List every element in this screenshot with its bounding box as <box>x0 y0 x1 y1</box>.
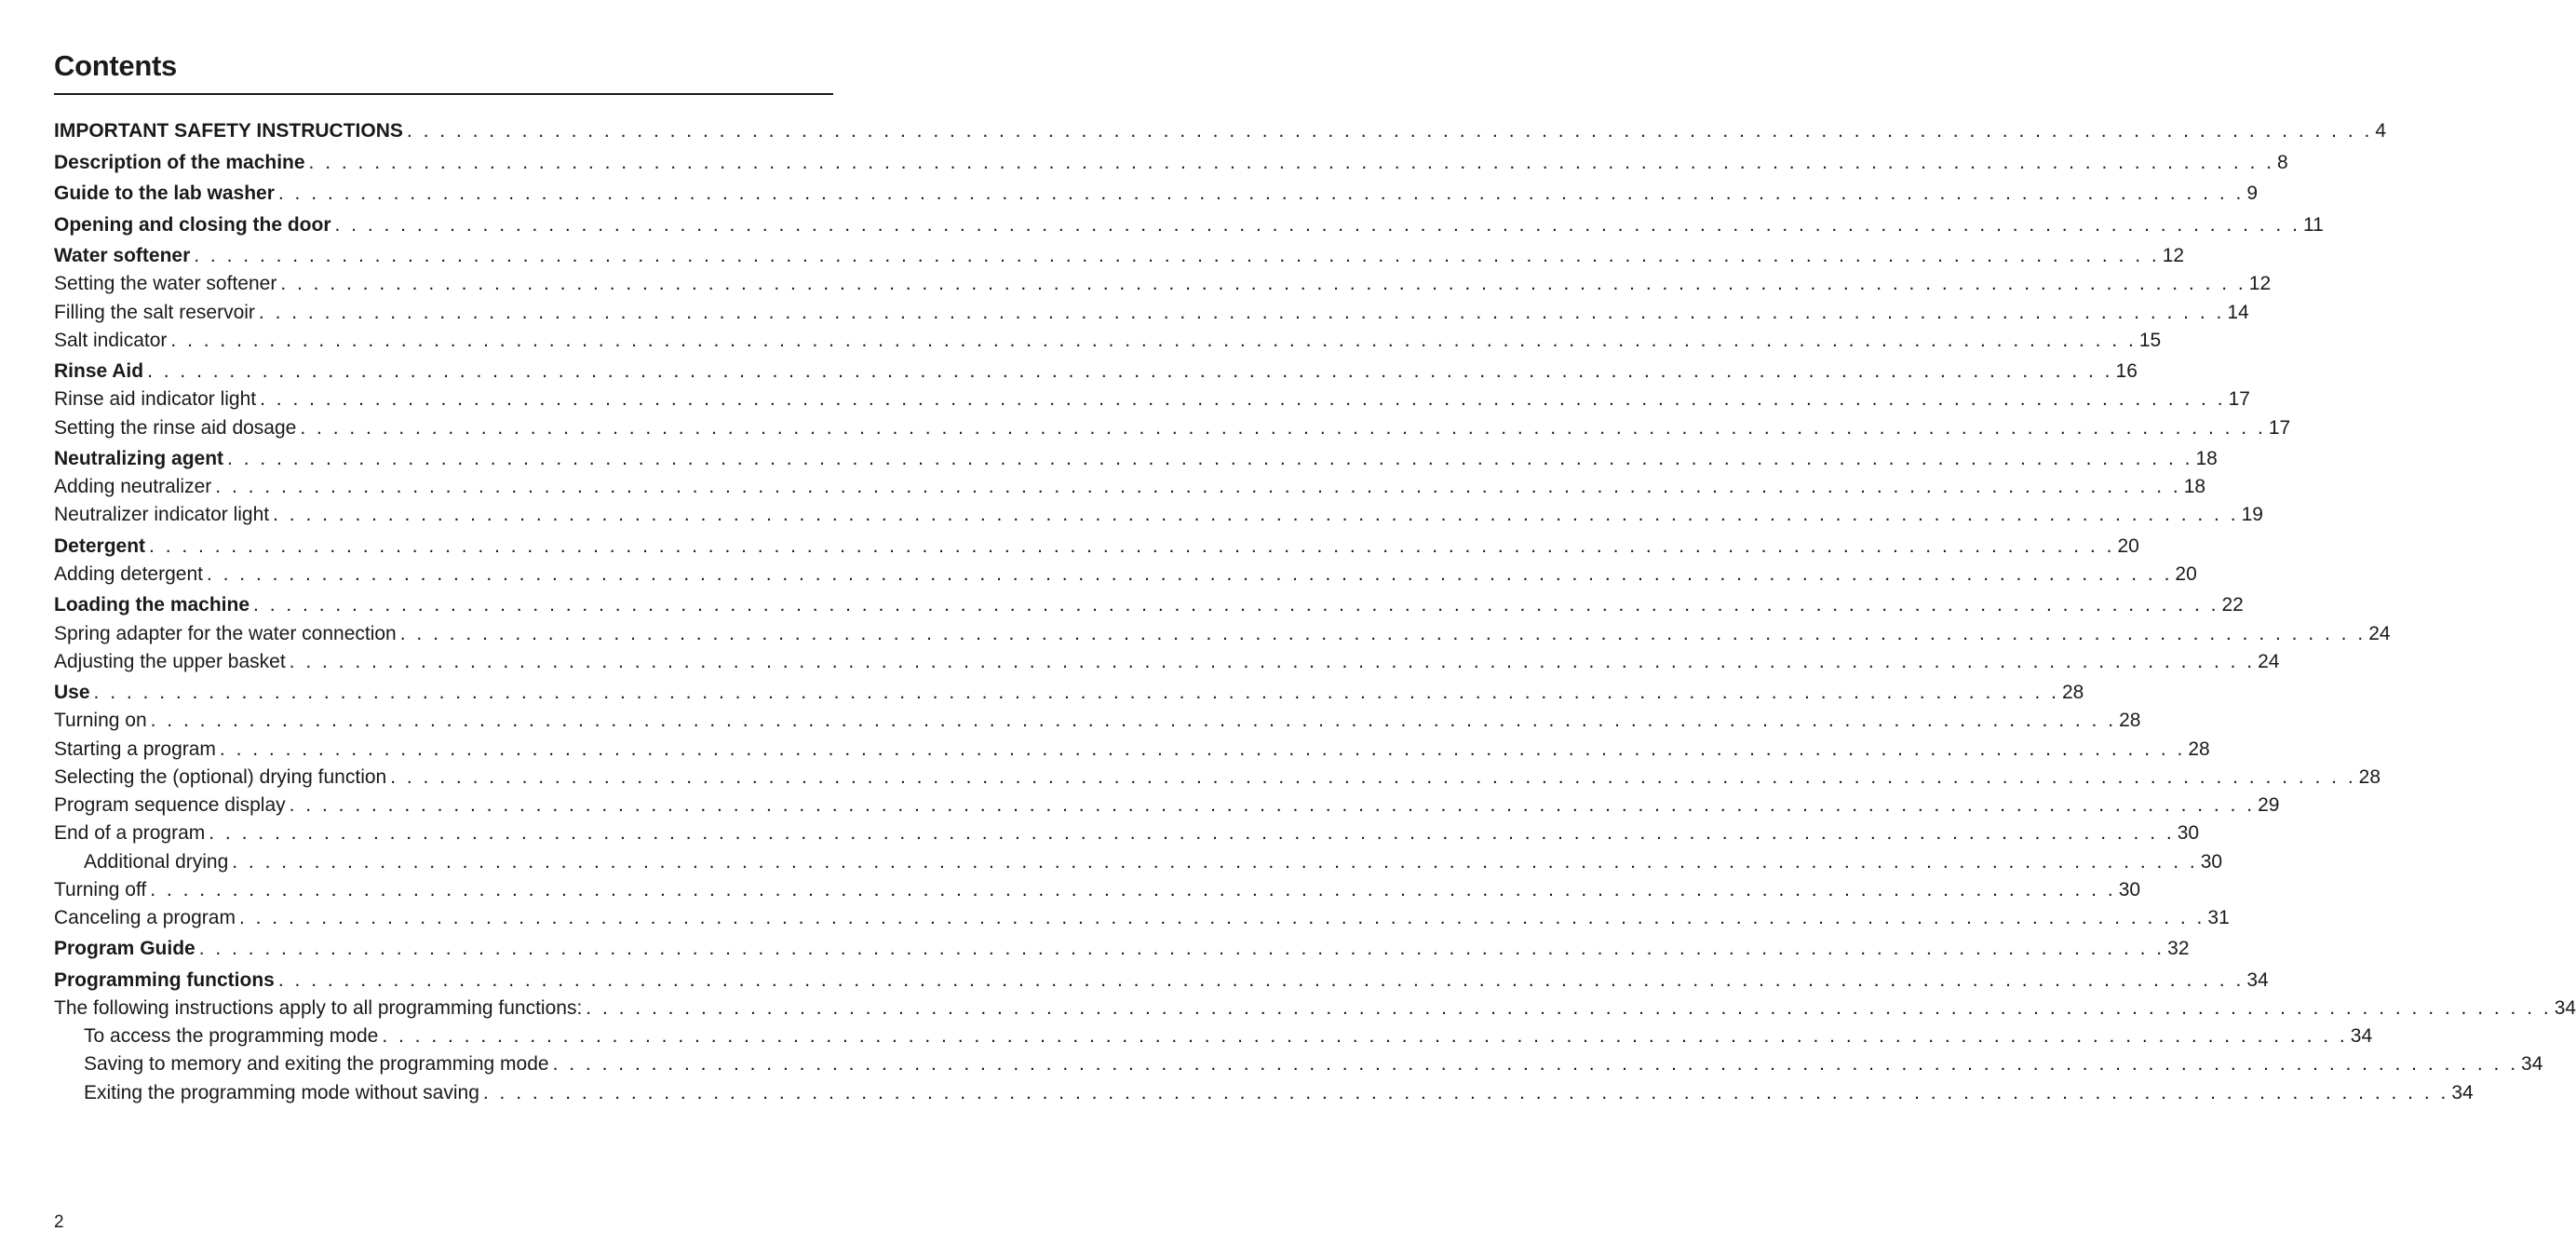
toc-entry-label: Turning on <box>54 710 147 731</box>
toc-entry-label: End of a program <box>54 822 206 844</box>
toc-entry[interactable] <box>54 119 2387 143</box>
toc-entry-label: Use <box>54 682 90 703</box>
toc-leader-dots: . . . . . . . . . . . . . . . . . . . . . . . . . . . . . . . . . . . . . . . . . . . . . . . . . . . . . . . . . . . . . . . . . . . . . . . . . . . . . . . . . . . . . . . . . . . . . . . . . . . . . . . . . . . . . . . . . . . . . . . . <box>280 273 2246 294</box>
toc-entry-page: 32 <box>2167 938 2190 959</box>
toc-entry[interactable] <box>54 272 2272 296</box>
toc-entry-label: Opening and closing the door <box>54 214 331 236</box>
toc-entry-label: Spring adapter for the water connection <box>54 623 397 644</box>
toc-entry-page: 34 <box>2350 1025 2373 1047</box>
toc-entry-page: 19 <box>2241 504 2263 525</box>
toc-entry-label: Setting the water softener <box>54 273 277 294</box>
toc-entry[interactable] <box>54 503 2263 527</box>
toc-entry-label: Guide to the lab washer <box>54 183 275 204</box>
toc-entry[interactable] <box>84 850 2223 874</box>
toc-entry[interactable] <box>54 906 2230 930</box>
toc-entry-page: 18 <box>2195 448 2218 469</box>
toc-leader-dots: . . . . . . . . . . . . . . . . . . . . . . . . . . . . . . . . . . . . . . . . . . . . . . . . . . . . . . . . . . . . . . . . . . . . . . . . . . . . . . . . . . . . . . . . . . . . . . . . . . . . . . . . . . . . . . . . . . . . . . . . <box>482 1082 2449 1103</box>
toc-entry-page: 20 <box>2117 535 2139 557</box>
toc-entry-label: Loading the machine <box>54 594 250 616</box>
toc-entry-page: 29 <box>2258 794 2280 816</box>
toc-leader-dots: . . . . . . . . . . . . . . . . . . . . . . . . . . . . . . . . . . . . . . . . . . . . . . . . . . . . . . . . . . . . . . . . . . . . . . . . . . . . . . . . . . . . . . . . . . . . . . . . . . . . . . . . . . . . . . . . . . . . . . . . <box>586 997 2552 1019</box>
title-rule <box>54 93 833 95</box>
toc-leader-dots: . . . . . . . . . . . . . . . . . . . . . . . . . . . . . . . . . . . . . . . . . . . . . . . . . . . . . . . . . . . . . . . . . . . . . . . . . . . . . . . . . . . . . . . . . . . . . . . . . . . . . . . . . . . . . . . . . . . . . . . . <box>219 738 2186 760</box>
toc-entry[interactable] <box>54 593 2244 617</box>
toc-entry[interactable] <box>54 996 2576 1021</box>
toc-entry-page: 24 <box>2368 623 2391 644</box>
toc-entry[interactable] <box>54 709 2141 733</box>
toc-entry[interactable] <box>54 622 2391 646</box>
toc-leader-dots: . . . . . . . . . . . . . . . . . . . . . . . . . . . . . . . . . . . . . . . . . . . . . . . . . . . . . . . . . . . . . . . . . . . . . . . . . . . . . . . . . . . . . . . . . . . . . . . . . . . . . . . . . . . . . . . . . . . . . . . . <box>258 302 2225 323</box>
toc-entry-label: Filling the salt reservoir <box>54 302 255 323</box>
toc-entry-label: Program Guide <box>54 938 196 959</box>
toc-entry[interactable] <box>54 535 2139 559</box>
toc-entry[interactable] <box>54 562 2197 587</box>
toc-entry[interactable] <box>54 416 2291 440</box>
toc-entry[interactable] <box>54 738 2210 762</box>
toc-entry-label: Detergent <box>54 535 146 557</box>
toc-entry[interactable] <box>54 301 2249 325</box>
toc-leader-dots: . . . . . . . . . . . . . . . . . . . . . . . . . . . . . . . . . . . . . . . . . . . . . . . . . . . . . . . . . . . . . . . . . . . . . . . . . . . . . . . . . . . . . . . . . . . . . . . . . . . . . . . . . . . . . . . . . . . . . . . . <box>308 152 2274 173</box>
toc-leader-dots: . . . . . . . . . . . . . . . . . . . . . . . . . . . . . . . . . . . . . . . . . . . . . . . . . . . . . . . . . . . . . . . . . . . . . . . . . . . . . . . . . . . . . . . . . . . . . . . . . . . . . . . . . . . . . . . . . . . . . . . . <box>209 822 2175 844</box>
toc-entry-page: 31 <box>2207 907 2230 928</box>
toc-entry-label: Rinse Aid <box>54 360 144 382</box>
toc-entry-label: Selecting the (optional) drying function <box>54 766 387 788</box>
toc-entry-page: 8 <box>2277 152 2288 173</box>
toc-leader-dots: . . . . . . . . . . . . . . . . . . . . . . . . . . . . . . . . . . . . . . . . . . . . . . . . . . . . . . . . . . . . . . . . . . . . . . . . . . . . . . . . . . . . . . . . . . . . . . . . . . . . . . . . . . . . . . . . . . . . . . . . <box>552 1053 2519 1075</box>
toc-entry[interactable] <box>54 244 2185 268</box>
toc-leader-dots: . . . . . . . . . . . . . . . . . . . . . . . . . . . . . . . . . . . . . . . . . . . . . . . . . . . . . . . . . . . . . . . . . . . . . . . . . . . . . . . . . . . . . . . . . . . . . . . . . . . . . . . . . . . . . . . . . . . . . . . . <box>150 710 2117 731</box>
toc-entry[interactable] <box>54 359 2138 384</box>
toc-leader-dots: . . . . . . . . . . . . . . . . . . . . . . . . . . . . . . . . . . . . . . . . . . . . . . . . . . . . . . . . . . . . . . . . . . . . . . . . . . . . . . . . . . . . . . . . . . . . . . . . . . . . . . . . . . . . . . . . . . . . . . . . <box>206 563 2173 585</box>
toc-entry[interactable] <box>54 793 2280 818</box>
toc-entry-page: 12 <box>2248 273 2272 294</box>
toc-leader-dots: . . . . . . . . . . . . . . . . . . . . . . . . . . . . . . . . . . . . . . . . . . . . . . . . . . . . . . . . . . . . . . . . . . . . . . . . . . . . . . . . . . . . . . . . . . . . . . . . . . . . . . . . . . . . . . . . . . . . . . . . <box>149 535 2115 557</box>
toc-entry-page: 28 <box>2188 738 2210 760</box>
toc-entry-label: Exiting the programming mode without saving <box>84 1082 479 1103</box>
toc-leader-dots: . . . . . . . . . . . . . . . . . . . . . . . . . . . . . . . . . . . . . . . . . . . . . . . . . . . . . . . . . . . . . . . . . . . . . . . . . . . . . . . . . . . . . . . . . . . . . . . . . . . . . . . . . . . . . . . . . . . . . . . . <box>334 214 2300 236</box>
toc-entry-page: 30 <box>2200 851 2223 873</box>
toc-leader-dots: . . . . . . . . . . . . . . . . . . . . . . . . . . . . . . . . . . . . . . . . . . . . . . . . . . . . . . . . . . . . . . . . . . . . . . . . . . . . . . . . . . . . . . . . . . . . . . . . . . . . . . . . . . . . . . . . . . . . . . . . <box>198 938 2165 959</box>
toc-entry[interactable] <box>54 821 2200 846</box>
toc-entry[interactable] <box>84 1052 2543 1076</box>
toc-entry[interactable] <box>54 968 2269 993</box>
toc-entry[interactable] <box>54 329 2162 353</box>
toc-entry-page: 34 <box>2246 969 2269 991</box>
toc-entry-page: 30 <box>2118 879 2141 900</box>
toc-leader-dots: . . . . . . . . . . . . . . . . . . . . . . . . . . . . . . . . . . . . . . . . . . . . . . . . . . . . . . . . . . . . . . . . . . . . . . . . . . . . . . . . . . . . . . . . . . . . . . . . . . . . . . . . . . . . . . . . . . . . . . . . <box>289 794 2256 816</box>
toc-entry[interactable] <box>54 681 2084 705</box>
toc-entry[interactable] <box>54 878 2141 902</box>
toc-entry-page: 34 <box>2521 1053 2543 1075</box>
toc-leader-dots: . . . . . . . . . . . . . . . . . . . . . . . . . . . . . . . . . . . . . . . . . . . . . . . . . . . . . . . . . . . . . . . . . . . . . . . . . . . . . . . . . . . . . . . . . . . . . . . . . . . . . . . . . . . . . . . . . . . . . . . . <box>390 766 2356 788</box>
toc-entry-label: Turning off <box>54 879 147 900</box>
toc-entry-page: 22 <box>2221 594 2244 616</box>
toc-entry-label: Water softener <box>54 245 191 266</box>
toc-entry-page: 11 <box>2302 214 2324 236</box>
toc-entry-page: 28 <box>2061 682 2084 703</box>
toc-leader-dots: . . . . . . . . . . . . . . . . . . . . . . . . . . . . . . . . . . . . . . . . . . . . . . . . . . . . . . . . . . . . . . . . . . . . . . . . . . . . . . . . . . . . . . . . . . . . . . . . . . . . . . . . . . . . . . . . . . . . . . . . <box>215 476 2181 497</box>
toc-leader-dots: . . . . . . . . . . . . . . . . . . . . . . . . . . . . . . . . . . . . . . . . . . . . . . . . . . . . . . . . . . . . . . . . . . . . . . . . . . . . . . . . . . . . . . . . . . . . . . . . . . . . . . . . . . . . . . . . . . . . . . . . <box>147 360 2113 382</box>
toc-entry-label: Saving to memory and exiting the programming mode <box>84 1053 549 1075</box>
toc-leader-dots: . . . . . . . . . . . . . . . . . . . . . . . . . . . . . . . . . . . . . . . . . . . . . . . . . . . . . . . . . . . . . . . . . . . . . . . . . . . . . . . . . . . . . . . . . . . . . . . . . . . . . . . . . . . . . . . . . . . . . . . . <box>232 851 2198 873</box>
toc-entry-page: 18 <box>2183 476 2206 497</box>
toc-leader-dots: . . . . . . . . . . . . . . . . . . . . . . . . . . . . . . . . . . . . . . . . . . . . . . . . . . . . . . . . . . . . . . . . . . . . . . . . . . . . . . . . . . . . . . . . . . . . . . . . . . . . . . . . . . . . . . . . . . . . . . . . <box>273 504 2239 525</box>
toc-entry-label: Canceling a program <box>54 907 236 928</box>
page-title: Contents <box>54 49 177 82</box>
toc-entry-page: 15 <box>2138 330 2162 351</box>
toc-entry-page: 34 <box>2554 997 2576 1019</box>
toc-leader-dots: . . . . . . . . . . . . . . . . . . . . . . . . . . . . . . . . . . . . . . . . . . . . . . . . . . . . . . . . . . . . . . . . . . . . . . . . . . . . . . . . . . . . . . . . . . . . . . . . . . . . . . . . . . . . . . . . . . . . . . . . <box>253 594 2219 616</box>
toc-entry-label: Additional drying <box>84 851 229 873</box>
toc-entry-label: IMPORTANT SAFETY INSTRUCTIONS <box>54 120 403 142</box>
toc-leader-dots: . . . . . . . . . . . . . . . . . . . . . . . . . . . . . . . . . . . . . . . . . . . . . . . . . . . . . . . . . . . . . . . . . . . . . . . . . . . . . . . . . . . . . . . . . . . . . . . . . . . . . . . . . . . . . . . . . . . . . . . . <box>150 879 2116 900</box>
toc-entry-label: Adjusting the upper basket <box>54 651 286 672</box>
toc-entry-label: Rinse aid indicator light <box>54 388 257 410</box>
toc-entry-label: Salt indicator <box>54 330 168 351</box>
toc-entry-label: Program sequence display <box>54 794 286 816</box>
toc-entry-page: 16 <box>2115 360 2138 382</box>
toc-leader-dots: . . . . . . . . . . . . . . . . . . . . . . . . . . . . . . . . . . . . . . . . . . . . . . . . . . . . . . . . . . . . . . . . . . . . . . . . . . . . . . . . . . . . . . . . . . . . . . . . . . . . . . . . . . . . . . . . . . . . . . . . <box>406 120 2373 142</box>
toc-entry-page: 17 <box>2268 417 2291 439</box>
toc-entry-label: Description of the machine <box>54 152 305 173</box>
toc-leader-dots: . . . . . . . . . . . . . . . . . . . . . . . . . . . . . . . . . . . . . . . . . . . . . . . . . . . . . . . . . . . . . . . . . . . . . . . . . . . . . . . . . . . . . . . . . . . . . . . . . . . . . . . . . . . . . . . . . . . . . . . . <box>289 651 2256 672</box>
toc-entry-page: 28 <box>2119 710 2141 731</box>
toc-entry-page: 17 <box>2228 388 2250 410</box>
toc-leader-dots: . . . . . . . . . . . . . . . . . . . . . . . . . . . . . . . . . . . . . . . . . . . . . . . . . . . . . . . . . . . . . . . . . . . . . . . . . . . . . . . . . . . . . . . . . . . . . . . . . . . . . . . . . . . . . . . . . . . . . . . . <box>227 448 2193 469</box>
toc-entry-page: 30 <box>2177 822 2200 844</box>
toc-entry[interactable] <box>54 937 2190 961</box>
toc-entry[interactable] <box>54 765 2381 790</box>
toc-entry-page: 24 <box>2258 651 2280 672</box>
toc-leader-dots: . . . . . . . . . . . . . . . . . . . . . . . . . . . . . . . . . . . . . . . . . . . . . . . . . . . . . . . . . . . . . . . . . . . . . . . . . . . . . . . . . . . . . . . . . . . . . . . . . . . . . . . . . . . . . . . . . . . . . . . . <box>260 388 2226 410</box>
toc-entry[interactable] <box>54 650 2280 674</box>
toc-leader-dots: . . . . . . . . . . . . . . . . . . . . . . . . . . . . . . . . . . . . . . . . . . . . . . . . . . . . . . . . . . . . . . . . . . . . . . . . . . . . . . . . . . . . . . . . . . . . . . . . . . . . . . . . . . . . . . . . . . . . . . . . <box>238 907 2205 928</box>
toc-entry[interactable] <box>54 213 2324 237</box>
toc-entry[interactable] <box>84 1024 2373 1049</box>
toc-leader-dots: . . . . . . . . . . . . . . . . . . . . . . . . . . . . . . . . . . . . . . . . . . . . . . . . . . . . . . . . . . . . . . . . . . . . . . . . . . . . . . . . . . . . . . . . . . . . . . . . . . . . . . . . . . . . . . . . . . . . . . . . <box>277 969 2245 991</box>
toc-entry-page: 14 <box>2227 302 2249 323</box>
toc-entry-label: Starting a program <box>54 738 216 760</box>
toc-leader-dots: . . . . . . . . . . . . . . . . . . . . . . . . . . . . . . . . . . . . . . . . . . . . . . . . . . . . . . . . . . . . . . . . . . . . . . . . . . . . . . . . . . . . . . . . . . . . . . . . . . . . . . . . . . . . . . . . . . . . . . . . <box>93 682 2059 703</box>
toc-leader-dots: . . . . . . . . . . . . . . . . . . . . . . . . . . . . . . . . . . . . . . . . . . . . . . . . . . . . . . . . . . . . . . . . . . . . . . . . . . . . . . . . . . . . . . . . . . . . . . . . . . . . . . . . . . . . . . . . . . . . . . . . <box>300 417 2266 439</box>
toc-leader-dots: . . . . . . . . . . . . . . . . . . . . . . . . . . . . . . . . . . . . . . . . . . . . . . . . . . . . . . . . . . . . . . . . . . . . . . . . . . . . . . . . . . . . . . . . . . . . . . . . . . . . . . . . . . . . . . . . . . . . . . . . <box>170 330 2137 351</box>
toc-entry-page: 4 <box>2375 120 2387 142</box>
toc-entry-label: Setting the rinse aid dosage <box>54 417 297 439</box>
toc-entry[interactable] <box>54 387 2250 412</box>
toc-entry-label: Neutralizer indicator light <box>54 504 270 525</box>
toc-entry-label: Programming functions <box>54 969 275 991</box>
toc-leader-dots: . . . . . . . . . . . . . . . . . . . . . . . . . . . . . . . . . . . . . . . . . . . . . . . . . . . . . . . . . . . . . . . . . . . . . . . . . . . . . . . . . . . . . . . . . . . . . . . . . . . . . . . . . . . . . . . . . . . . . . . . <box>382 1025 2348 1047</box>
toc-entry[interactable] <box>54 151 2288 175</box>
toc-leader-dots: . . . . . . . . . . . . . . . . . . . . . . . . . . . . . . . . . . . . . . . . . . . . . . . . . . . . . . . . . . . . . . . . . . . . . . . . . . . . . . . . . . . . . . . . . . . . . . . . . . . . . . . . . . . . . . . . . . . . . . . . <box>194 245 2160 266</box>
toc-entry-page: 12 <box>2162 245 2185 266</box>
toc-entry[interactable] <box>54 475 2206 499</box>
toc-entry-label: To access the programming mode <box>84 1025 379 1047</box>
page-number: 2 <box>54 1212 64 1232</box>
toc-leader-dots: . . . . . . . . . . . . . . . . . . . . . . . . . . . . . . . . . . . . . . . . . . . . . . . . . . . . . . . . . . . . . . . . . . . . . . . . . . . . . . . . . . . . . . . . . . . . . . . . . . . . . . . . . . . . . . . . . . . . . . . . <box>399 623 2367 644</box>
toc-entry[interactable] <box>54 182 2259 206</box>
toc-entry[interactable] <box>54 447 2218 471</box>
toc-entry[interactable] <box>84 1081 2474 1105</box>
toc-entry-label: Neutralizing agent <box>54 448 224 469</box>
toc-leader-dots: . . . . . . . . . . . . . . . . . . . . . . . . . . . . . . . . . . . . . . . . . . . . . . . . . . . . . . . . . . . . . . . . . . . . . . . . . . . . . . . . . . . . . . . . . . . . . . . . . . . . . . . . . . . . . . . . . . . . . . . . <box>277 183 2245 204</box>
toc-entry-page: 34 <box>2451 1082 2474 1103</box>
toc-entry-page: 20 <box>2175 563 2197 585</box>
toc-entry-page: 28 <box>2358 766 2381 788</box>
toc-entry-label: Adding neutralizer <box>54 476 212 497</box>
toc-entry-page: 9 <box>2246 183 2259 204</box>
toc-entry-label: The following instructions apply to all programming functions: <box>54 997 583 1019</box>
toc-entry-label: Adding detergent <box>54 563 203 585</box>
